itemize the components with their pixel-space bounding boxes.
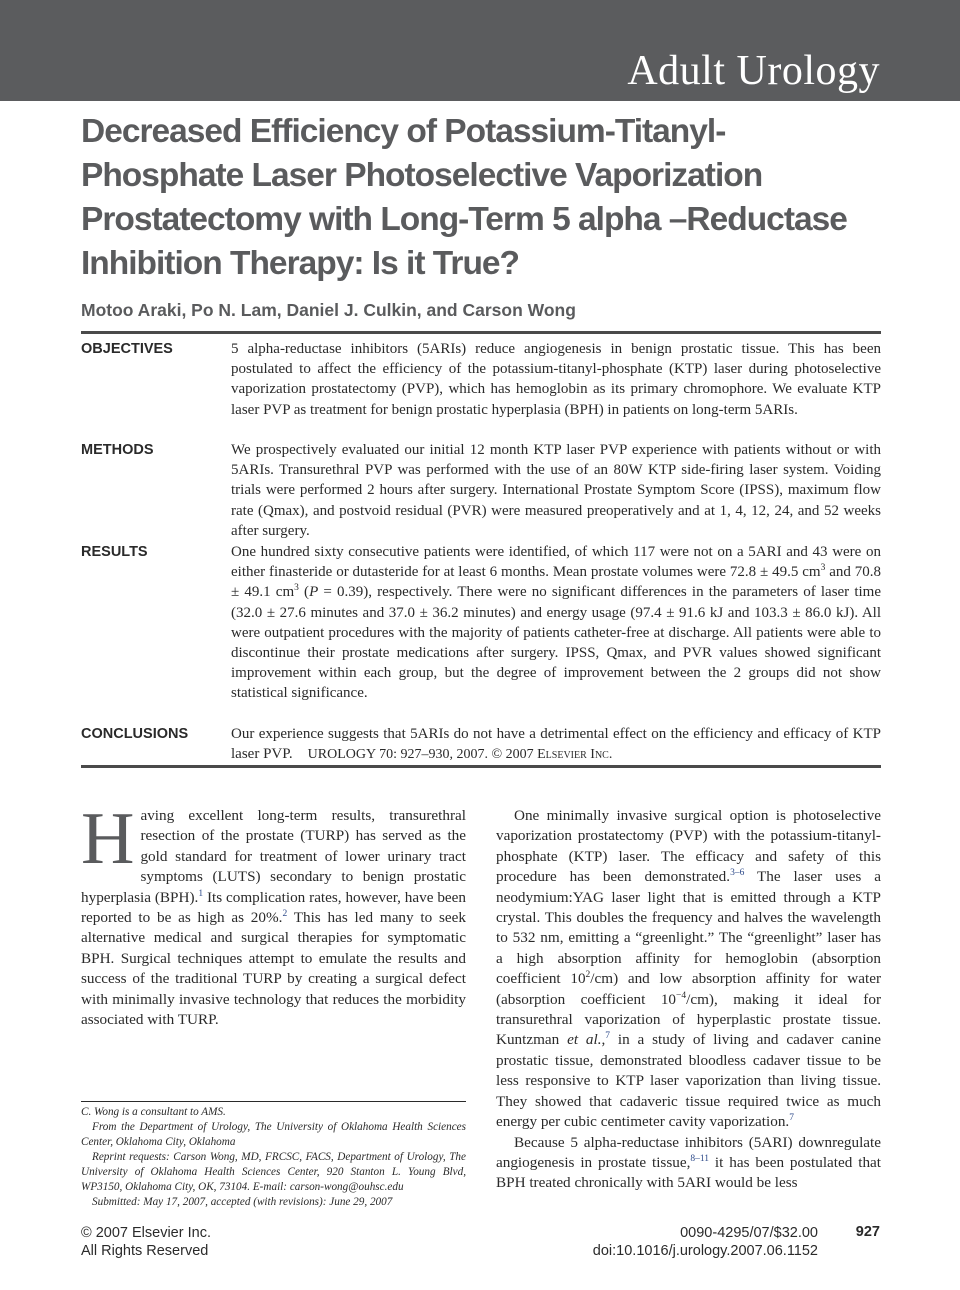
footnote: Submitted: May 17, 2007, accepted (with revisions): June 29, 2007 — [92, 1196, 393, 1208]
footnote: C. Wong is a consultant to AMS. — [81, 1106, 226, 1118]
footnote-rule — [81, 1101, 466, 1102]
conclusions-text: Our experience suggests that 5ARIs do not have a detrimental effect on the efficiency and efficacy of KTP laser PVP. UROLOGY 70: 927–930, 2007. © 2007 Elsevier Inc. — [231, 726, 881, 763]
issn-price: 0090-4295/07/$32.00 — [680, 1225, 818, 1241]
body-right-column — [496, 806, 881, 1194]
journal-section-title: Adult Urology — [627, 48, 880, 94]
footnote: From the Department of Urology, The University of Oklahoma Health Sciences Center, Oklahoma City, Oklahoma — [81, 1121, 466, 1148]
journal-banner — [0, 0, 960, 101]
objectives-label: OBJECTIVES — [81, 341, 173, 357]
body-paragraph: Because 5 alpha-reductase inhibitors (5ARI) downregulate angiogenesis in prostate tissue,$^{8-11}$ it has been postulated that BPH treated chronically with 5ARI would be less — [496, 1133, 882, 1192]
conclusions-label: CONCLUSIONS — [81, 726, 189, 742]
footnotes — [81, 1105, 466, 1210]
article-citation: UROLOGY 70: 927–930, 2007. © 2007 Elsevier Inc. — [307, 747, 613, 763]
doi: doi:10.1016/j.urology.2007.06.1152 — [592, 1243, 818, 1259]
footer-copyright: © 2007 Elsevier Inc. All Rights Reserved — [81, 1225, 211, 1259]
page-number: 927 — [855, 1224, 880, 1240]
results-text: One hundred sixty consecutive patients were identified, of which 117 were not on a 5ARI and 43 were on either finasteride or dutasteride for at least 6 months. Mean prostate volumes were 72.8 ± 49.5 $cm^3$ and 70.8 ± 49.1 $cm^3$ (P = 0.39), respectively. There were no significant differences in the parameters of laser time (32.0 ± 27.6 minutes and 37.0 ± 36.2 minutes) and energy usage (97.4 ± 91.6 kJ and 103.3 ± 86.0 kJ). All were outpatient procedures with the majority of patients catheter-free at discharge. All patients were able to discontinue their prostate medications after surgery. IPSS, Qmax, and PVR values showed significant improvement within each group, but the degree of improvement between the 2 groups did not show statistical significance. — [231, 544, 882, 702]
footnote: Reprint requests: Carson Wong, MD, FRCSC, FACS, Department of Urology, The University of Oklahoma Health Sciences Center, 920 Stanton L. Young Blvd, WP3150, Oklahoma City, OK, 73104. E-mail: carson-wong@ouhsc.edu — [81, 1151, 466, 1193]
results-label: RESULTS — [81, 544, 148, 560]
body-paragraph: One minimally invasive surgical option is photoselective vaporization prostatectomy (PVP) with the potassium-titanyl-phosphate (KTP) laser. The efficacy and safety of this procedure has been demonstrated.$^{3-6}$ The laser uses a neodymium:YAG laser light that is emitted through a KTP crystal. This doubles the frequency and halves the wavelength to 532 nm, emitting a “greenlight.” The “greenlight” laser has a high absorption affinity for hemoglobin (absorption coefficient $10^2/cm$) and low absorption affinity for water (absorption coefficient $10^{-4}/cm$), making it ideal for transurethral vaporization of hyperplastic prostate tissue. Kuntzman et al.,$^7$ in a study of living and cadaver canine prostatic tissue, demonstrated bloodless cadaver tissue to be less responsive to KTP laser vaporization than living tissue. They showed that cadaveric tissue required twice as much energy per cubic centimeter cavity vaporization.$^7$ — [496, 807, 881, 1131]
methods-label: METHODS — [81, 442, 154, 458]
footer-identifiers — [593, 1224, 818, 1260]
body-left-column: Having excellent long-term results, transurethral resection of the prostate (TURP) has served as the gold standard for treatment of lower urinary tract symptoms (LUTS) secondary to benign prostatic hyperplasia (BPH).$^1$ Its complication rates, however, have been reported to be as high as 20%.$^2$ This has led many to seek alternative medical and surgical therapies for symptomatic BPH. Surgical techniques attempt to emulate the results and success of the traditional TURP by creating a surgical defect with minimally invasive technology that reduces the morbidity associated with TURP. — [81, 798, 466, 1029]
drop-cap: H — [81, 798, 135, 880]
methods-text: We prospectively evaluated our initial 12 month KTP laser PVP experience with patients without or with 5ARIs. Transurethral PVP was performed with the use of an 80W KTP side-firing laser system. Voiding trials were performed 2 hours after surgery. International Prostate Symptom Score (IPSS), maximum flow rate (Qmax), and postvoid residual (PVR) were measured preoperatively and at 1, 4, 12, 24, and 52 weeks after surgery. — [231, 442, 881, 539]
article-authors: Motoo Araki, Po N. Lam, Daniel J. Culkin, and Carson Wong — [81, 300, 576, 320]
objectives-text: 5 alpha-reductase inhibitors (5ARIs) reduce angiogenesis in benign prostatic tissue. This has been postulated to affect the efficiency of the potassium-titanyl-phosphate (KTP) laser during photoselective vaporization prostatectomy (PVP), which has hemoglobin as its primary chromophore. We evaluate KTP laser PVP as treatment for benign prostatic hyperplasia (BPH) in patients on long-term 5ARIs. — [231, 341, 881, 418]
article-title: Decreased Efficiency of Potassium-Titanyl-Phosphate Laser Photoselective Vaporization Prostatectomy with Long-Term 5 alpha –Reductase Inhibition Therapy: Is it True? — [81, 113, 847, 282]
abstract-top-rule — [81, 331, 881, 334]
abstract-bottom-rule — [81, 765, 881, 768]
